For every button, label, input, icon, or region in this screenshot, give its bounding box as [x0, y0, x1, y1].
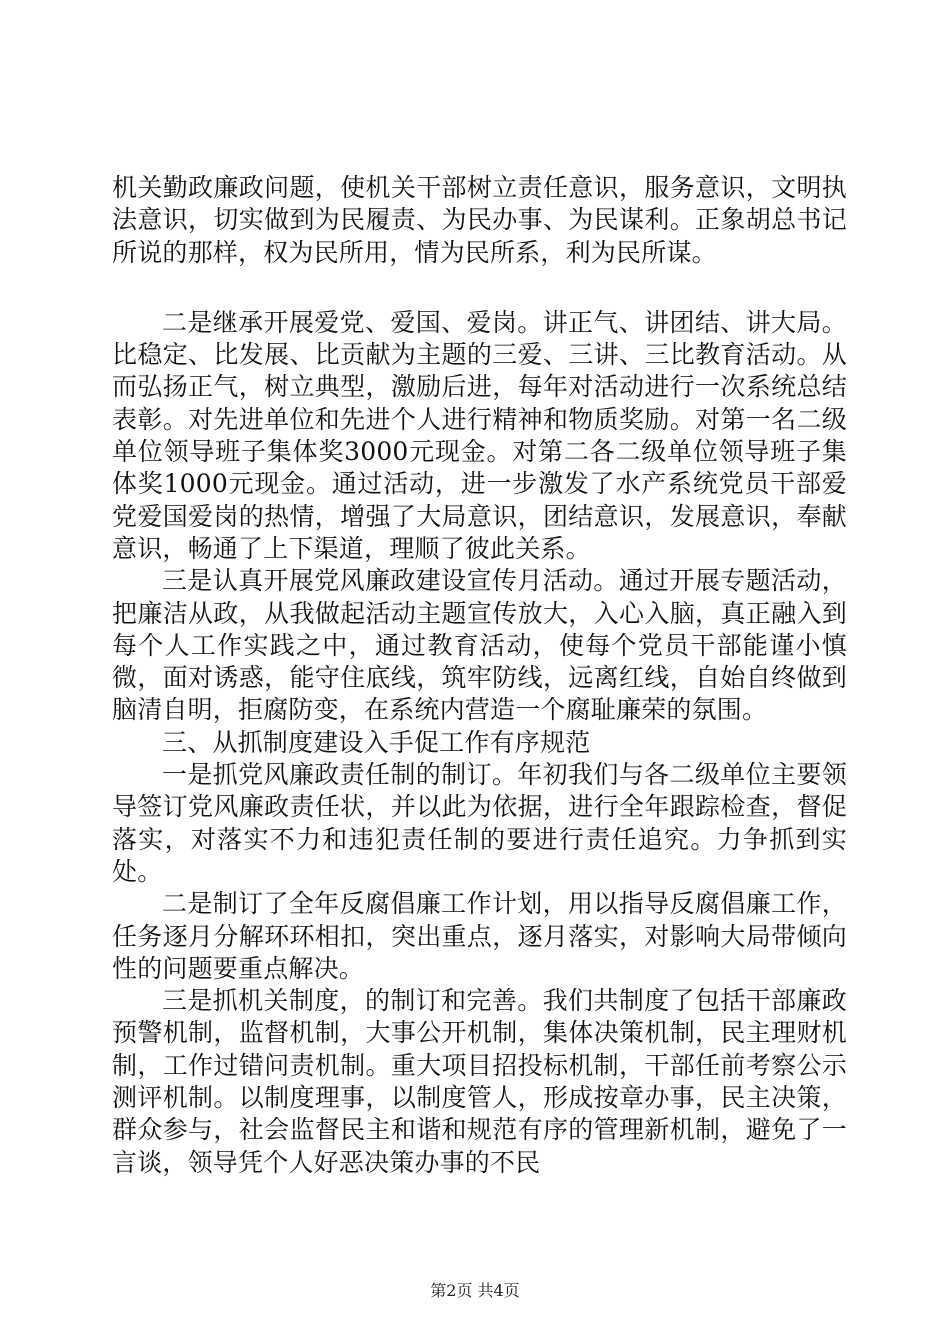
paragraph-item-responsibility: 一是抓党风廉政责任制的制订。年初我们与各二级单位主要领导签订党风廉政责任状，并以此为依据，进行全年跟踪检查，督促落实，对落实不力和违犯责任制的要进行责任追究。力争抓到实处。: [112, 760, 847, 886]
paragraph-item-system: 三是抓机关制度，的制订和完善。我们共制度了包括干部廉政预警机制，监督机制，大事公开机制，集体决策机制，民主理财机制，工作过错问责机制。重大项目招投标机制，干部任前考察公示测评机制。以制度理事，以制度管人，形成按章办事，民主决策，群众参与，社会监督民主和谐和规范有序的管理新机制，避免了一言谈，领导凭个人好恶决策办事的不民: [112, 986, 847, 1177]
paragraph-item-3: 三是认真开展党风廉政建设宣传月活动。通过开展专题活动，把廉洁从政，从我做起活动主题宣传放大，入心入脑，真正融入到每个人工作实践之中，通过教育活动，使每个党员干部能谨小慎微，面对诱惑，能守住底线，筑牢防线，远离红线，自始自终做到脑清自明，拒腐防变，在系统内营造一个腐耻廉荣的氛围。: [112, 566, 847, 725]
paragraph-item-2: 二是继承开展爱党、爱国、爱岗。讲正气、讲团结、讲大局。比稳定、比发展、比贡献为主题的三爱、三讲、三比教育活动。从而弘扬正气，树立典型，激励后进，每年对活动进行一次系统总结表彰。对先进单位和先进个人进行精神和物质奖励。对第一名二级单位领导班子集体奖3000元现金。对第二各二级单位领导班子集体奖1000元现金。通过活动，进一步激发了水产系统党员干部爱党爱国爱岗的热情，增强了大局意识，团结意识，发展意识，奉献意识，畅通了上下渠道，理顺了彼此关系。: [112, 307, 847, 563]
document-body: [112, 172, 847, 1179]
paragraph-continuation: 机关勤政廉政问题，使机关干部树立责任意识，服务意识，文明执法意识，切实做到为民履责、为民办事、为民谋利。正象胡总书记所说的那样，权为民所用，情为民所系，利为民所谋。: [112, 173, 847, 267]
paragraph-gap: [112, 269, 847, 307]
page-footer: 第2页 共4页: [430, 1281, 520, 1300]
paragraph-item-plan: 二是制订了全年反腐倡廉工作计划，用以指导反腐倡廉工作，任务逐月分解环环相扣，突出重点，逐月落实，对影响大局带倾向性的问题要重点解决。: [112, 889, 847, 983]
section-heading: 三、从抓制度建设入手促工作有序规范: [162, 727, 591, 757]
